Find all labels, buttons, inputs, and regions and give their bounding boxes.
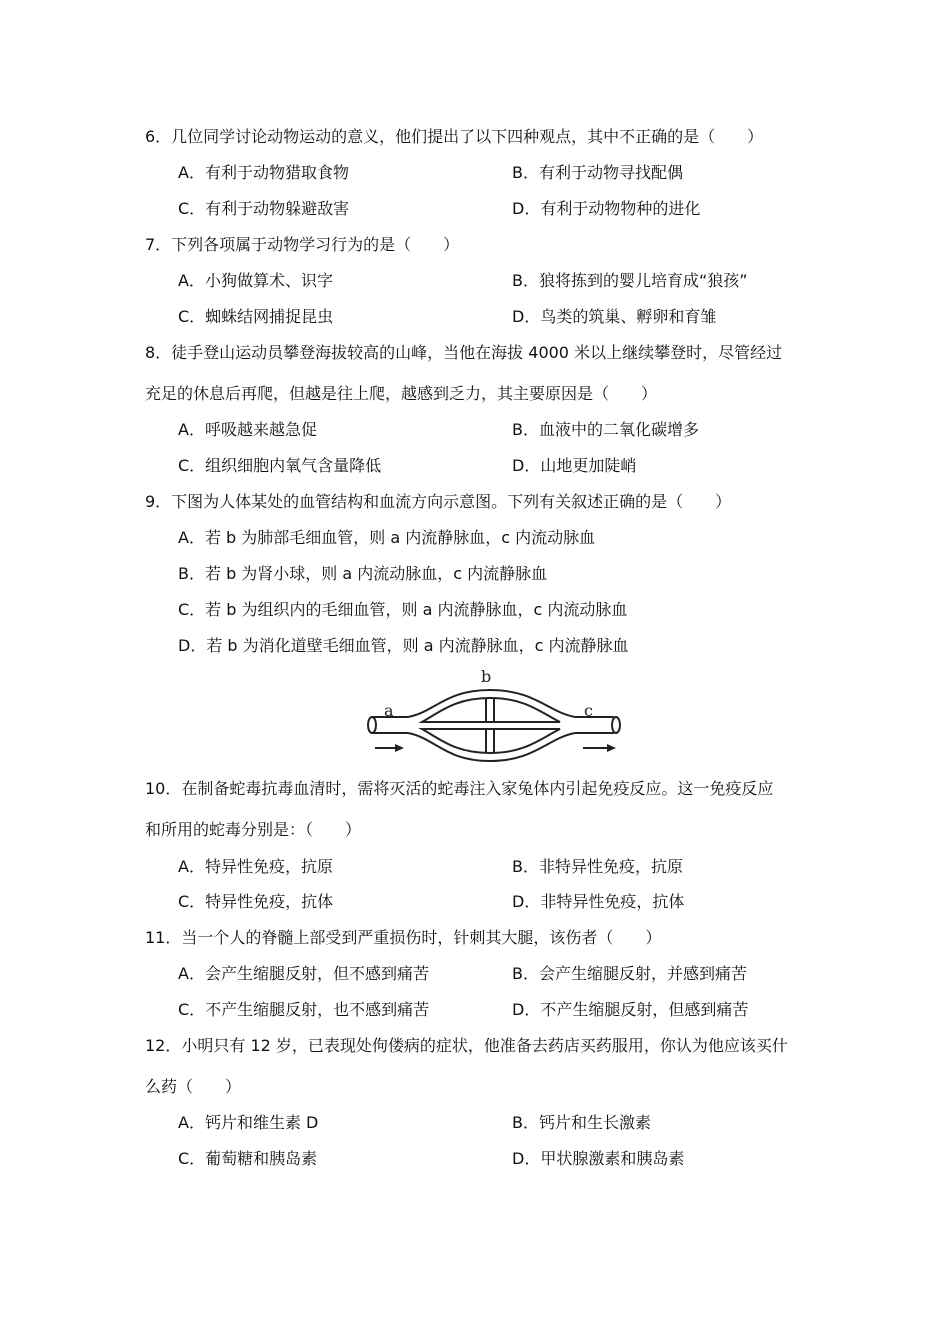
question-7-option-c[interactable]: C．蜘蛛结网捕捉昆虫 [178,307,334,326]
question-12-option-b[interactable]: B．钙片和生长激素 [512,1113,651,1132]
question-6-option-d[interactable]: D．有利于动物物种的进化 [512,199,701,218]
question-9-option-d[interactable]: D．若 b 为消化道壁毛细血管，则 a 内流静脉血，c 内流静脉血 [178,636,629,655]
question-12-stem-line-1: 12．小明只有 12 岁，已表现处佝偻病的症状，他准备去药店买药服用，你认为他应该买什 [145,1036,788,1055]
flow-arrow-left-head [395,744,404,752]
question-7-option-d[interactable]: D．鸟类的筑巢、孵卵和育雏 [512,307,717,326]
question-12-option-d[interactable]: D．甲状腺激素和胰岛素 [512,1149,685,1168]
question-8-option-a[interactable]: A．呼吸越来越急促 [178,420,317,439]
question-9-option-c[interactable]: C．若 b 为组织内的毛细血管，则 a 内流静脉血，c 内流动脉血 [178,600,628,619]
flow-arrow-right-head [607,744,616,752]
question-8-stem-line-2: 充足的休息后再爬，但越是往上爬，越感到乏力，其主要原因是（ ） [145,384,658,403]
question-6-option-a[interactable]: A．有利于动物猎取食物 [178,163,349,182]
question-10-stem-line-1: 10．在制备蛇毒抗毒血清时，需将灭活的蛇毒注入家兔体内引起免疫反应。这一免疫反应 [145,779,774,798]
question-10-option-c[interactable]: C．特异性免疫，抗体 [178,892,334,911]
question-7-option-a[interactable]: A．小狗做算术、识字 [178,271,333,290]
question-10-option-d[interactable]: D．非特异性免疫，抗体 [512,892,685,911]
question-9-stem: 9．下图为人体某处的血管结构和血流方向示意图。下列有关叙述正确的是（ ） [145,492,732,511]
vessel-c-opening [612,717,620,733]
capillary-outer-bottom [408,733,575,761]
question-11-option-c[interactable]: C．不产生缩腿反射，也不感到痛苦 [178,1000,430,1019]
question-11-stem: 11．当一个人的脊髓上部受到严重损伤时，针刺其大腿，该伤者（ ） [145,928,662,947]
question-6-stem: 6．几位同学讨论动物运动的意义，他们提出了以下四种观点，其中不正确的是（ ） [145,127,764,146]
question-8-stem-line-1: 8．徒手登山运动员攀登海拔较高的山峰，当他在海拔 4000 米以上继续攀登时，尽管经过 [145,343,783,362]
question-11-option-b[interactable]: B．会产生缩腿反射，并感到痛苦 [512,964,747,983]
question-9-option-b[interactable]: B．若 b 为肾小球，则 a 内流动脉血，c 内流静脉血 [178,564,548,583]
question-8-option-c[interactable]: C．组织细胞内氧气含量降低 [178,456,382,475]
label-b: b [481,667,492,686]
question-7-stem: 7．下列各项属于动物学习行为的是（ ） [145,235,460,254]
question-7-option-b[interactable]: B．狼将拣到的婴儿培育成“狼孩” [512,271,748,290]
question-8-option-d[interactable]: D．山地更加陡峭 [512,456,637,475]
question-12-option-c[interactable]: C．葡萄糖和胰岛素 [178,1149,318,1168]
question-6-option-c[interactable]: C．有利于动物躲避敌害 [178,199,350,218]
question-12-option-a[interactable]: A．钙片和维生素 D [178,1113,319,1132]
question-6-option-b[interactable]: B．有利于动物寻找配偶 [512,163,683,182]
question-8-option-b[interactable]: B．血液中的二氧化碳增多 [512,420,699,439]
question-10-stem-line-2: 和所用的蛇毒分别是：（ ） [145,820,362,839]
question-11-option-d[interactable]: D．不产生缩腿反射，但感到痛苦 [512,1000,749,1019]
label-a: a [384,701,394,720]
question-10-option-b[interactable]: B．非特异性免疫，抗原 [512,857,683,876]
vessel-a-opening [368,717,376,733]
question-11-option-a[interactable]: A．会产生缩腿反射，但不感到痛苦 [178,964,429,983]
question-12-stem-line-2: 么药（ ） [145,1077,242,1096]
label-c: c [584,701,593,720]
capillary-outer-top [408,690,575,717]
question-10-option-a[interactable]: A．特异性免疫，抗原 [178,857,333,876]
question-9-option-a[interactable]: A．若 b 为肺部毛细血管，则 a 内流静脉血，c 内流动脉血 [178,528,596,547]
